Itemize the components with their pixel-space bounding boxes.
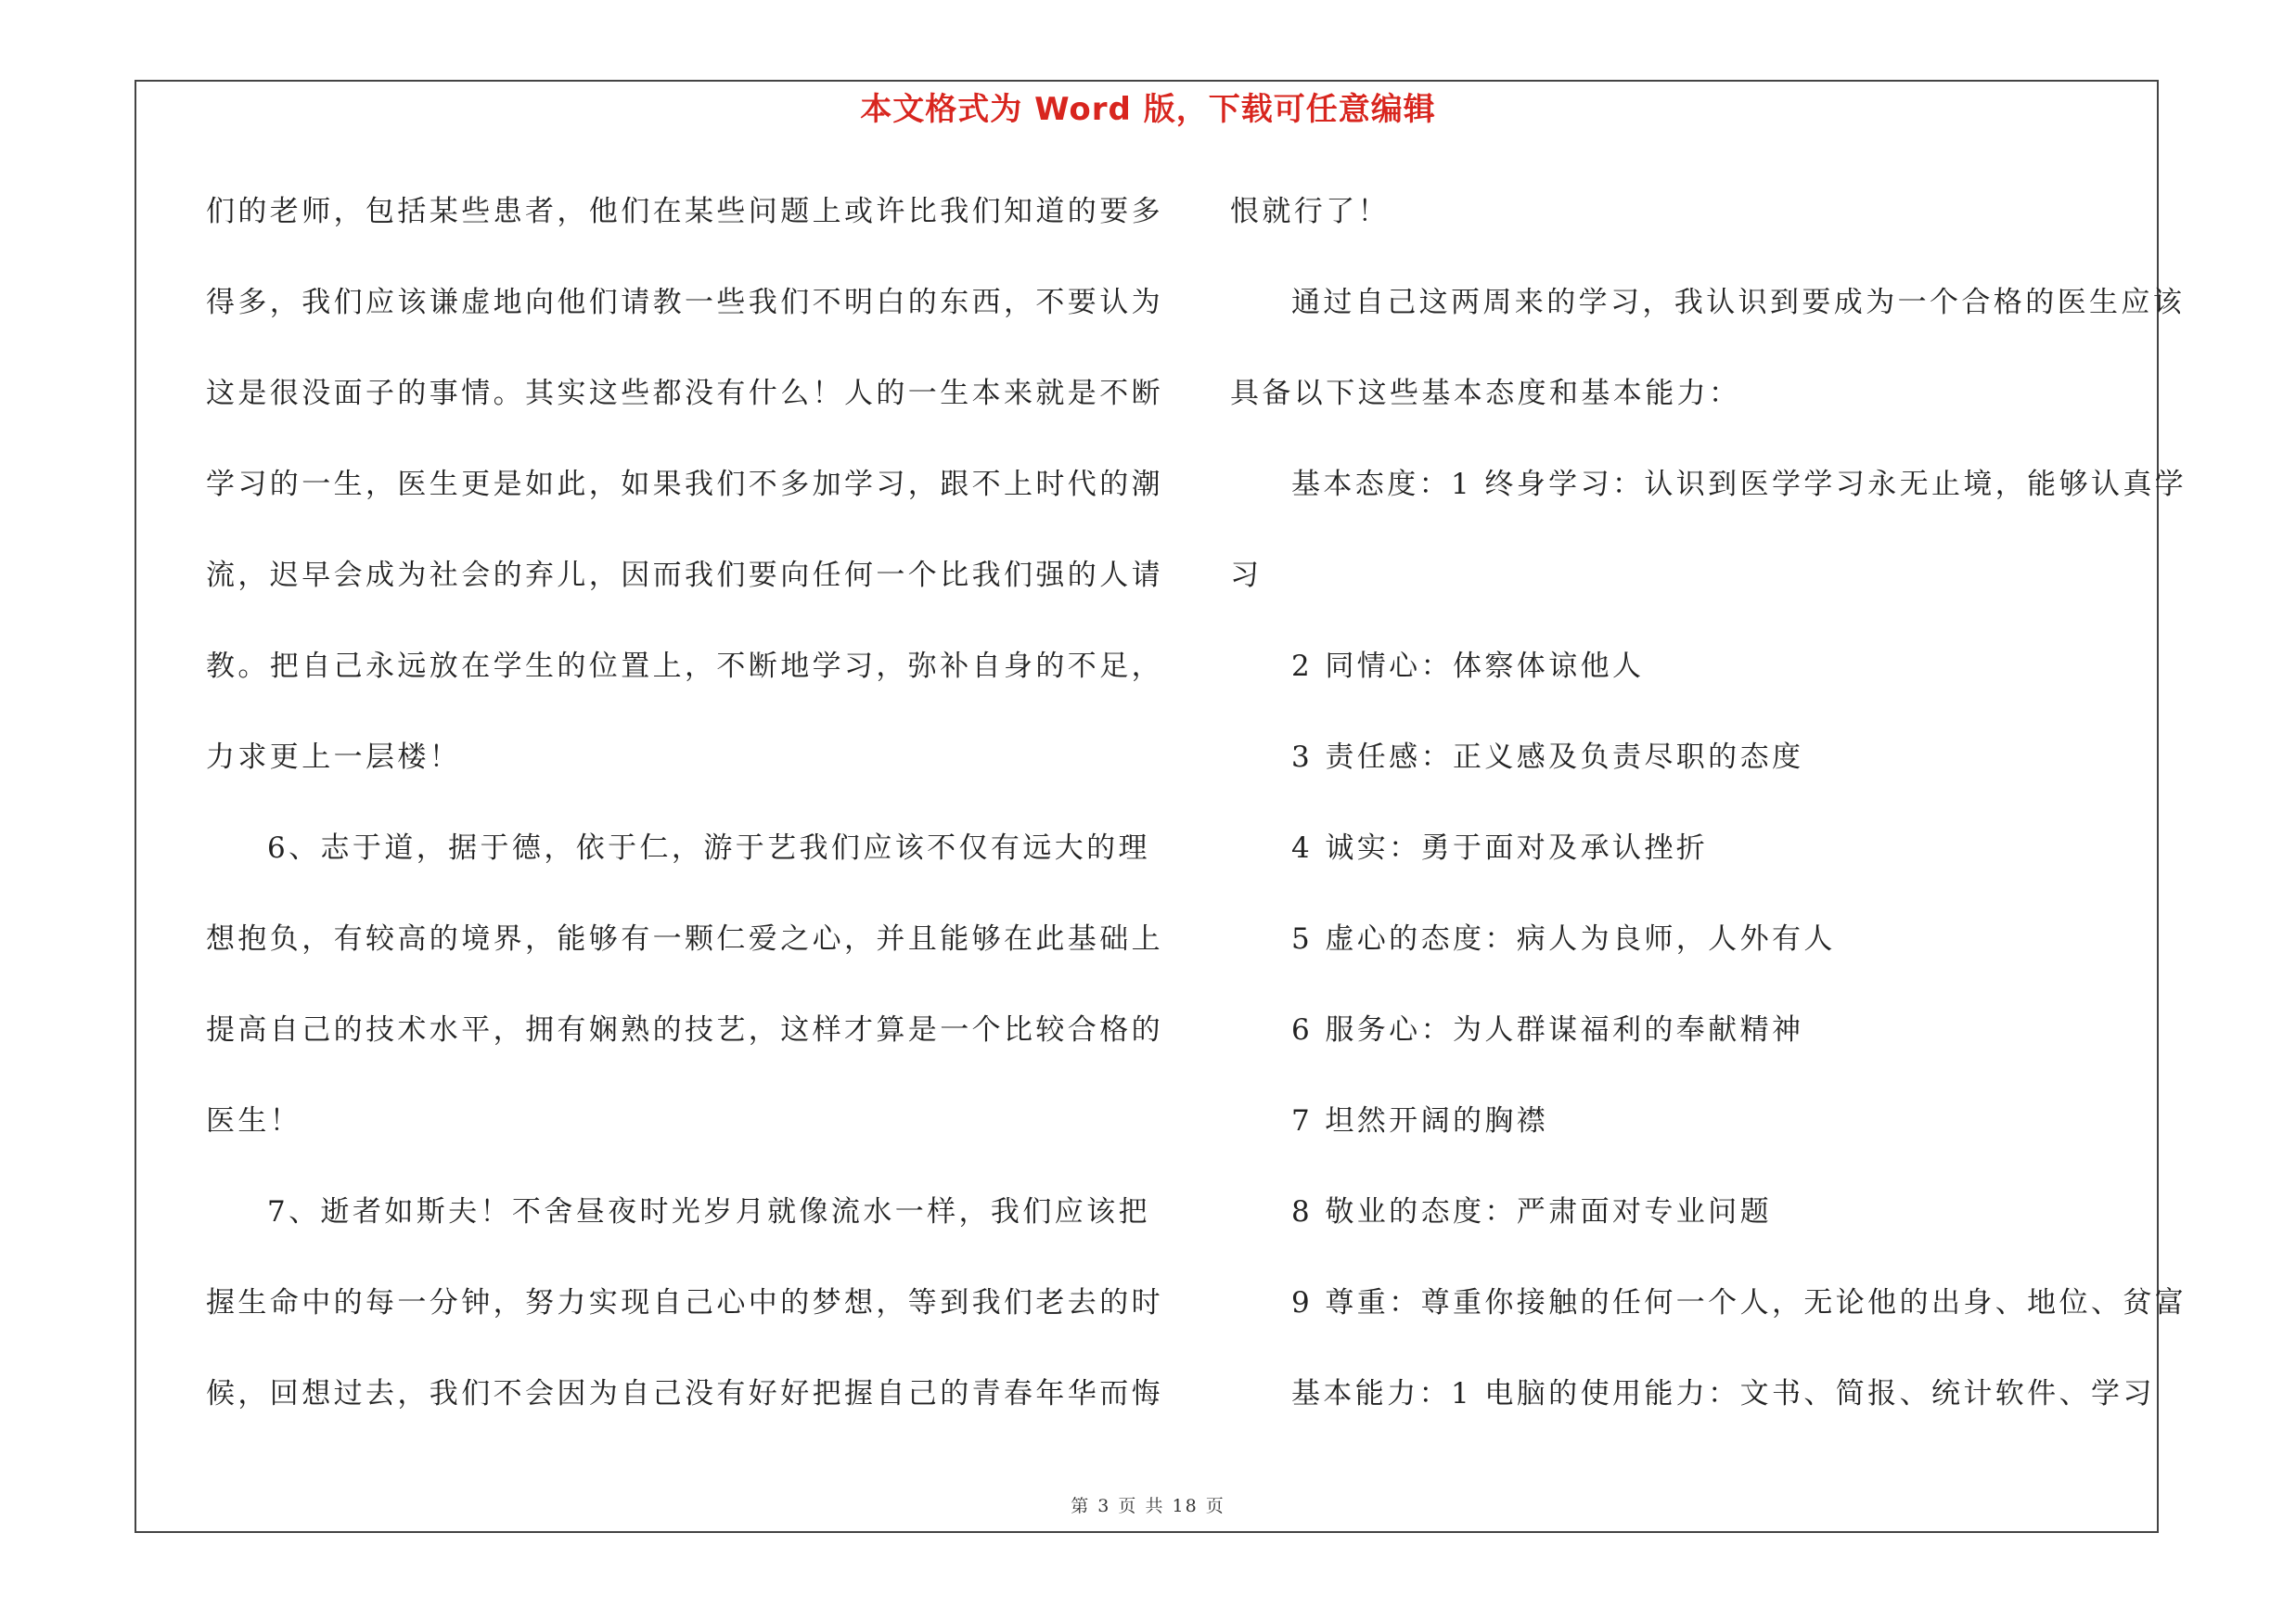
text-line: 医生！ bbox=[206, 1104, 302, 1138]
text-line: 具备以下这些基本态度和基本能力： bbox=[1230, 377, 1741, 410]
text-line: 学习的一生，医生更是如此，如果我们不多加学习，跟不上时代的潮 bbox=[206, 468, 1163, 501]
text-line: 提高自己的技术水平，拥有娴熟的技艺，这样才算是一个比较合格的 bbox=[206, 1013, 1163, 1047]
text-line: 们的老师，包括某些患者，他们在某些问题上或许比我们知道的要多 bbox=[206, 195, 1163, 228]
text-line: 恨就行了！ bbox=[1230, 195, 1390, 228]
list-item: 3 责任感：正义感及负责尽职的态度 bbox=[1291, 741, 1804, 774]
paragraph-start-line: 通过自己这两周来的学习，我认识到要成为一个合格的医生应该 bbox=[1291, 286, 2186, 319]
text-line: 握生命中的每一分钟，努力实现自己心中的梦想，等到我们老去的时 bbox=[206, 1286, 1163, 1320]
text-line: 这是很没面子的事情。其实这些都没有什么！人的一生本来就是不断 bbox=[206, 377, 1163, 410]
text-line: 习 bbox=[1230, 559, 1263, 592]
word-format-banner: 本文格式为 Word 版，下载可任意编辑 bbox=[860, 91, 1436, 128]
text-line: 教。把自己永远放在学生的位置上，不断地学习，弥补自身的不足， bbox=[206, 650, 1163, 683]
paragraph-start-line: 基本态度：1 终身学习：认识到医学学习永无止境，能够认真学 bbox=[1291, 468, 2187, 501]
text-line: 力求更上一层楼！ bbox=[206, 741, 462, 774]
list-item: 7 坦然开阔的胸襟 bbox=[1291, 1104, 1549, 1138]
list-item: 6 服务心：为人群谋福利的奉献精神 bbox=[1291, 1013, 1804, 1047]
paragraph-start-line: 7、逝者如斯夫！不舍昼夜时光岁月就像流水一样，我们应该把 bbox=[267, 1195, 1150, 1229]
paragraph-start-line: 6、志于道，据于德，依于仁，游于艺我们应该不仅有远大的理 bbox=[267, 831, 1150, 865]
text-line: 得多，我们应该谦虚地向他们请教一些我们不明白的东西，不要认为 bbox=[206, 286, 1163, 319]
list-item: 8 敬业的态度：严肃面对专业问题 bbox=[1291, 1195, 1772, 1229]
list-item: 基本能力：1 电脑的使用能力：文书、简报、统计软件、学习 bbox=[1291, 1377, 2155, 1410]
text-line: 流，迟早会成为社会的弃儿，因而我们要向任何一个比我们强的人请 bbox=[206, 559, 1163, 592]
text-line: 候，回想过去，我们不会因为自己没有好好把握自己的青春年华而悔 bbox=[206, 1377, 1163, 1410]
text-line: 想抱负，有较高的境界，能够有一颗仁爱之心，并且能够在此基础上 bbox=[206, 922, 1163, 956]
list-item: 4 诚实：勇于面对及承认挫折 bbox=[1291, 831, 1709, 865]
list-item: 9 尊重：尊重你接触的任何一个人，无论他的出身、地位、贫富 bbox=[1291, 1286, 2187, 1320]
page-number-footer: 第 3 页 共 18 页 bbox=[1071, 1496, 1225, 1516]
list-item: 5 虚心的态度：病人为良师，人外有人 bbox=[1291, 922, 1836, 956]
list-item: 2 同情心：体察体谅他人 bbox=[1291, 650, 1645, 683]
